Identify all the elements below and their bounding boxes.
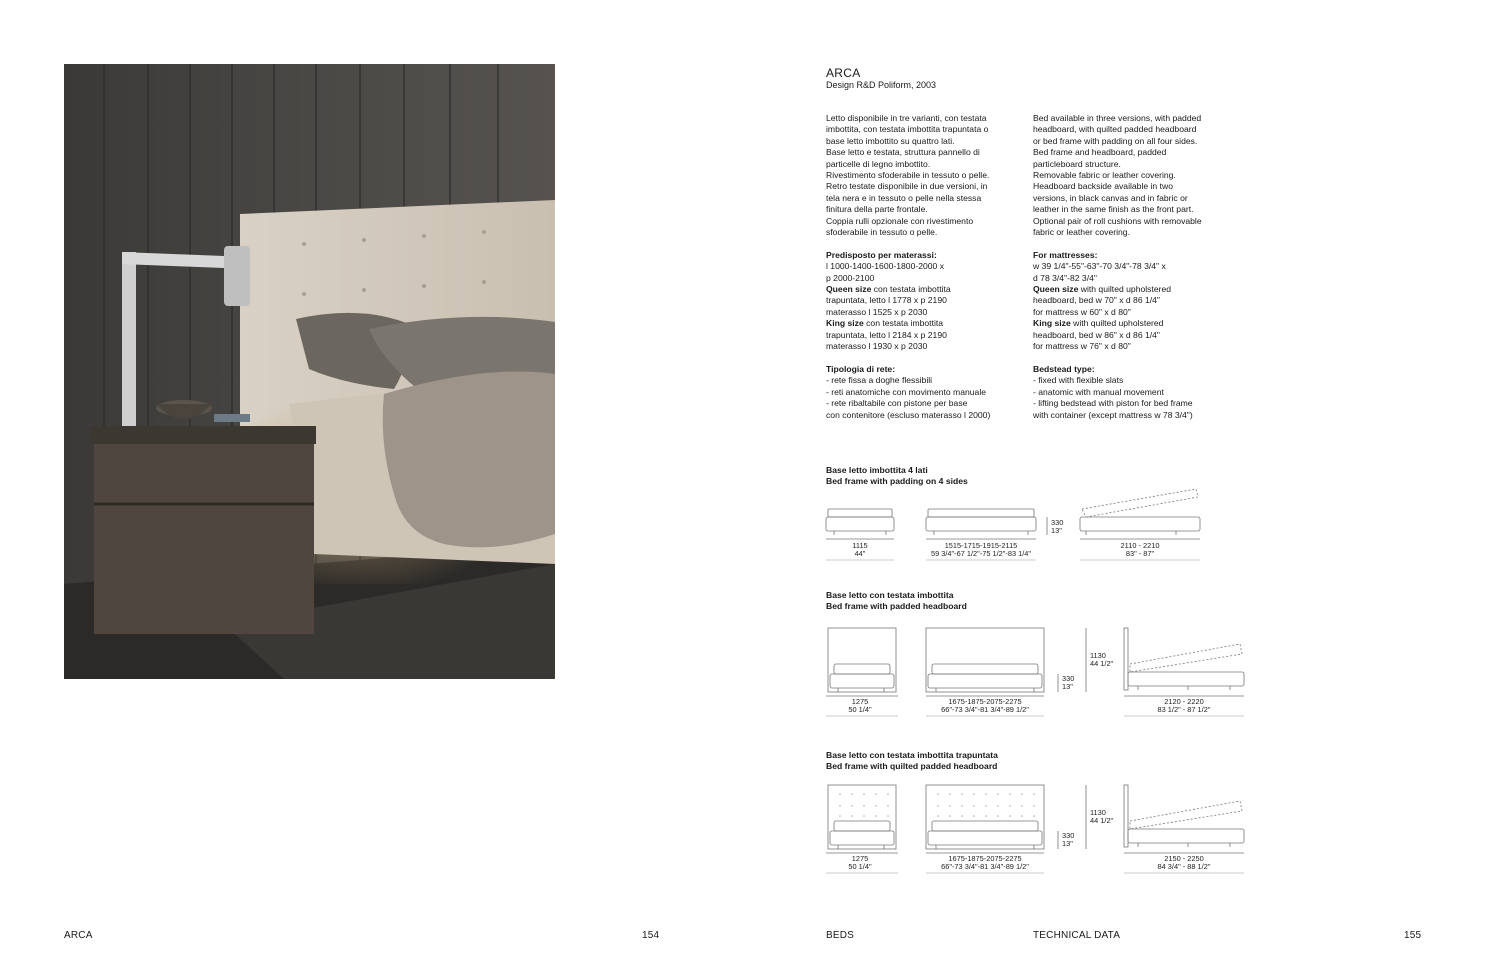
s2-height-label: 330 13" bbox=[1062, 674, 1075, 692]
section-title-4-sides: Base letto imbottita 4 lati Bed frame with padding on 4 sides bbox=[826, 465, 968, 487]
english-queen-text: with quilted upholstered headboard, bed w 70" x d 86 1/4" for mattress w 60" x d 80" bbox=[1033, 284, 1172, 317]
drawing-quilted-headboard bbox=[826, 785, 1244, 853]
drawing-4-sides bbox=[826, 489, 1200, 539]
italian-bedstead-list: - rete fissa a doghe flessibili - reti anatomiche con movimento manuale - rete ribaltabile con pistone per base con contenitore (escluso materasso l 2000) bbox=[826, 375, 991, 420]
italian-king-text: con testata imbottita trapuntata, letto l 2184 x p 2190 materasso l 1930 x p 2030 bbox=[826, 318, 947, 352]
s3-height-label: 330 13" bbox=[1062, 831, 1075, 849]
italian-queen-label: Queen size bbox=[826, 284, 872, 295]
s2-depth-label: 2120 - 2220 83 1/2" - 87 1/2" bbox=[1157, 697, 1211, 715]
italian-description: Letto disponibile in tre varianti, con testata imbottita, con testata imbottita trapuntata o base letto imbottito su quattro lati. Base letto e testata, struttura pannello di particelle di legno imbottito. Rivestimento sfoderabile in tessuto o pelle. Retro testate disponibile in due versioni, in tela nera e in tessuto o pelle nella stessa finitura della parte frontale. Coppia rulli opzionale con rivestimento sfoderabile in tessuto o pelle. bbox=[826, 113, 990, 238]
italian-mattress-heading: Predisposto per materassi: bbox=[826, 249, 937, 260]
italian-bedstead-heading: Tipologia di rete: bbox=[826, 363, 896, 374]
s1-height-label: 330 13" bbox=[1051, 518, 1064, 536]
s1-depth-label: 2110 - 2210 83" - 87" bbox=[1120, 541, 1160, 559]
footer-left-name: ARCA bbox=[64, 930, 93, 941]
italian-king-label: King size bbox=[826, 318, 864, 329]
product-title: ARCA bbox=[826, 66, 861, 80]
footer-section: TECHNICAL DATA bbox=[1033, 930, 1121, 941]
s2-length-label: 1675-1875-2075-2275 66"-73 3/4"-81 3/4"-89 1/2" bbox=[941, 697, 1029, 715]
s2-width-label: 1275 50 1/4" bbox=[848, 697, 872, 715]
s1-length-label: 1515-1715-1915-2115 59 3/4"-67 1/2"-75 1/2"-83 1/4" bbox=[930, 541, 1032, 559]
english-bedstead-heading: Bedstead type: bbox=[1033, 363, 1095, 374]
s3-width-label: 1275 50 1/4" bbox=[848, 854, 872, 872]
english-king-label: King size bbox=[1033, 318, 1071, 329]
english-description: Bed available in three versions, with padded headboard, with quilted padded headboard or bed frame with padding on all four sides. Bed frame and headboard, padded particleboard structure. Removable fabric or leather covering. Headboard backside available in two versions, in black canvas and in fabric or leather in the same finish as the front part. Optional pair of roll cushions with removable fabric or leather covering. bbox=[1033, 113, 1202, 238]
english-bedstead-list: - fixed with flexible slats - anatomic with manual movement - lifting bedstead with piston for bed frame with container (except mattress w 78 3/4") bbox=[1033, 375, 1193, 420]
product-photo bbox=[64, 64, 555, 679]
s1-width-label: 1115 44" bbox=[852, 541, 868, 559]
section-title-quilted-headboard: Base letto con testata imbottita trapuntata Bed frame with quilted padded headboard bbox=[826, 750, 998, 772]
english-mattress-heading: For mattresses: bbox=[1033, 249, 1098, 260]
section-title-padded-headboard: Base letto con testata imbottita Bed frame with padded headboard bbox=[826, 590, 967, 612]
drawing-padded-headboard bbox=[826, 628, 1244, 696]
italian-column bbox=[826, 113, 1021, 421]
footer-right-page: 155 bbox=[1404, 930, 1422, 941]
italian-queen-text: con testata imbottita trapuntata, letto l 1778 x p 2190 materasso l 1525 x p 2030 bbox=[826, 284, 951, 317]
english-mattress-sizes: w 39 1/4"-55"-63"-70 3/4"-78 3/4" x d 78 3/4"-82 3/4" bbox=[1033, 261, 1166, 283]
english-queen-label: Queen size bbox=[1033, 284, 1079, 295]
s3-depth-label: 2150 - 2250 84 3/4" - 88 1/2" bbox=[1157, 854, 1211, 872]
english-king-text: with quilted upholstered headboard, bed w 86" x d 86 1/4" for mattress w 76" x d 80" bbox=[1033, 318, 1164, 352]
product-designer: Design R&D Poliform, 2003 bbox=[826, 80, 937, 90]
english-column bbox=[1033, 113, 1228, 421]
footer-left-page: 154 bbox=[642, 930, 660, 941]
s2-headboard-label: 1130 44 1/2" bbox=[1090, 651, 1114, 669]
s3-headboard-label: 1130 44 1/2" bbox=[1090, 808, 1114, 826]
footer-category: BEDS bbox=[826, 930, 855, 941]
italian-mattress-sizes: l 1000-1400-1600-1800-2000 x p 2000-2100 bbox=[826, 261, 945, 283]
s3-length-label: 1675-1875-2075-2275 66"-73 3/4"-81 3/4"-89 1/2" bbox=[941, 854, 1029, 872]
